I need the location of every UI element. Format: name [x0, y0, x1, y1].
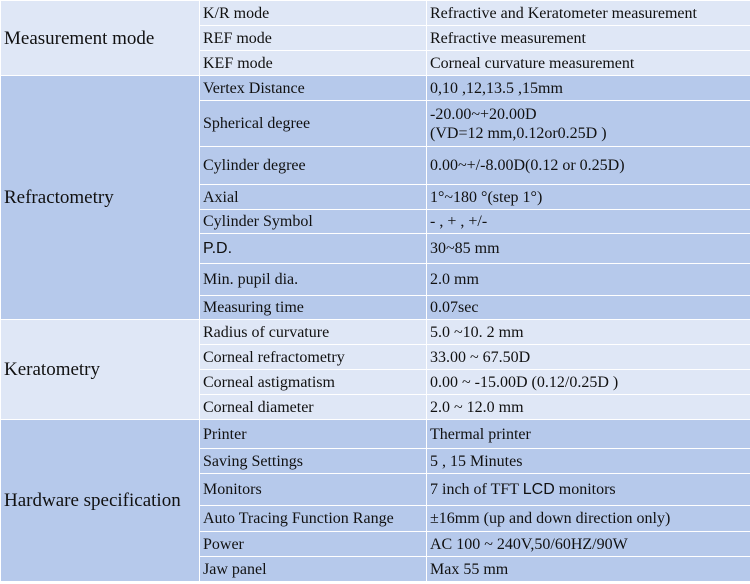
category-hardware-specification: Hardware specification: [1, 420, 200, 582]
lcd-text: LCD: [522, 481, 555, 498]
spec-name: Min. pupil dia.: [200, 264, 427, 296]
category-keratometry: Keratometry: [1, 320, 200, 420]
spec-name: Corneal astigmatism: [200, 370, 427, 395]
spec-name: Corneal refractometry: [200, 345, 427, 370]
spec-value: 0.00 ~ -15.00D (0.12/0.25D ): [427, 370, 750, 395]
category-measurement-mode: Measurement mode: [1, 1, 200, 76]
spec-value: 2.0 ~ 12.0 mm: [427, 395, 750, 420]
spec-name: Spherical degree: [200, 101, 427, 147]
spec-name: Cylinder Symbol: [200, 210, 427, 234]
spec-name: Monitors: [200, 474, 427, 506]
spec-value: Max 55 mm: [427, 557, 750, 582]
spec-value: - , + , +/-: [427, 210, 750, 234]
spec-name: Axial: [200, 185, 427, 210]
category-refractometry: Refractometry: [1, 76, 200, 320]
spec-name: K/R mode: [200, 1, 427, 26]
spec-value: 0.00~+/-8.00D(0.12 or 0.25D): [427, 147, 750, 185]
spec-value: 1°~180 °(step 1°): [427, 185, 750, 210]
spec-value: 30~85 mm: [427, 234, 750, 264]
spec-name: Jaw panel: [200, 557, 427, 582]
spec-name: P.D.: [200, 234, 427, 264]
spec-row: [1, 76, 750, 101]
spec-name: REF mode: [200, 26, 427, 51]
spec-value: 33.00 ~ 67.50D: [427, 345, 750, 370]
spec-value: 0,10 ,12,13.5 ,15mm: [427, 76, 750, 101]
spec-row: [1, 1, 750, 26]
spec-name: KEF mode: [200, 51, 427, 76]
spec-value: AC 100 ~ 240V,50/60HZ/90W: [427, 532, 750, 557]
spec-name: Auto Tracing Function Range: [200, 506, 427, 532]
spec-value: 0.07sec: [427, 296, 750, 320]
spec-row: [1, 420, 750, 449]
spec-name: Power: [200, 532, 427, 557]
spec-name: Radius of curvature: [200, 320, 427, 345]
spec-value: [427, 101, 750, 147]
spec-row: [1, 320, 750, 345]
spec-value-line: -20.00~+20.00D: [430, 105, 537, 123]
spec-value: 5 , 15 Minutes: [427, 449, 750, 474]
spec-name: Vertex Distance: [200, 76, 427, 101]
monitor-text: 7 inch of TFT: [430, 481, 523, 498]
spec-value-line: (VD=12 mm,0.12or0.25D ): [430, 124, 607, 142]
spec-value: Thermal printer: [427, 420, 750, 449]
spec-value: Corneal curvature measurement: [427, 51, 750, 76]
spec-value: Refractive and Keratometer measurement: [427, 1, 750, 26]
spec-value: 5.0 ~10. 2 mm: [427, 320, 750, 345]
spec-value: Refractive measurement: [427, 26, 750, 51]
spec-value: 2.0 mm: [427, 264, 750, 296]
spec-value: [427, 474, 750, 506]
spec-name: Saving Settings: [200, 449, 427, 474]
spec-name: Measuring time: [200, 296, 427, 320]
spec-value: ±16mm (up and down direction only): [427, 506, 750, 532]
monitor-text-tail: monitors: [554, 481, 616, 498]
spec-name: Cylinder degree: [200, 147, 427, 185]
spec-name: Printer: [200, 420, 427, 449]
spec-name: Corneal diameter: [200, 395, 427, 420]
